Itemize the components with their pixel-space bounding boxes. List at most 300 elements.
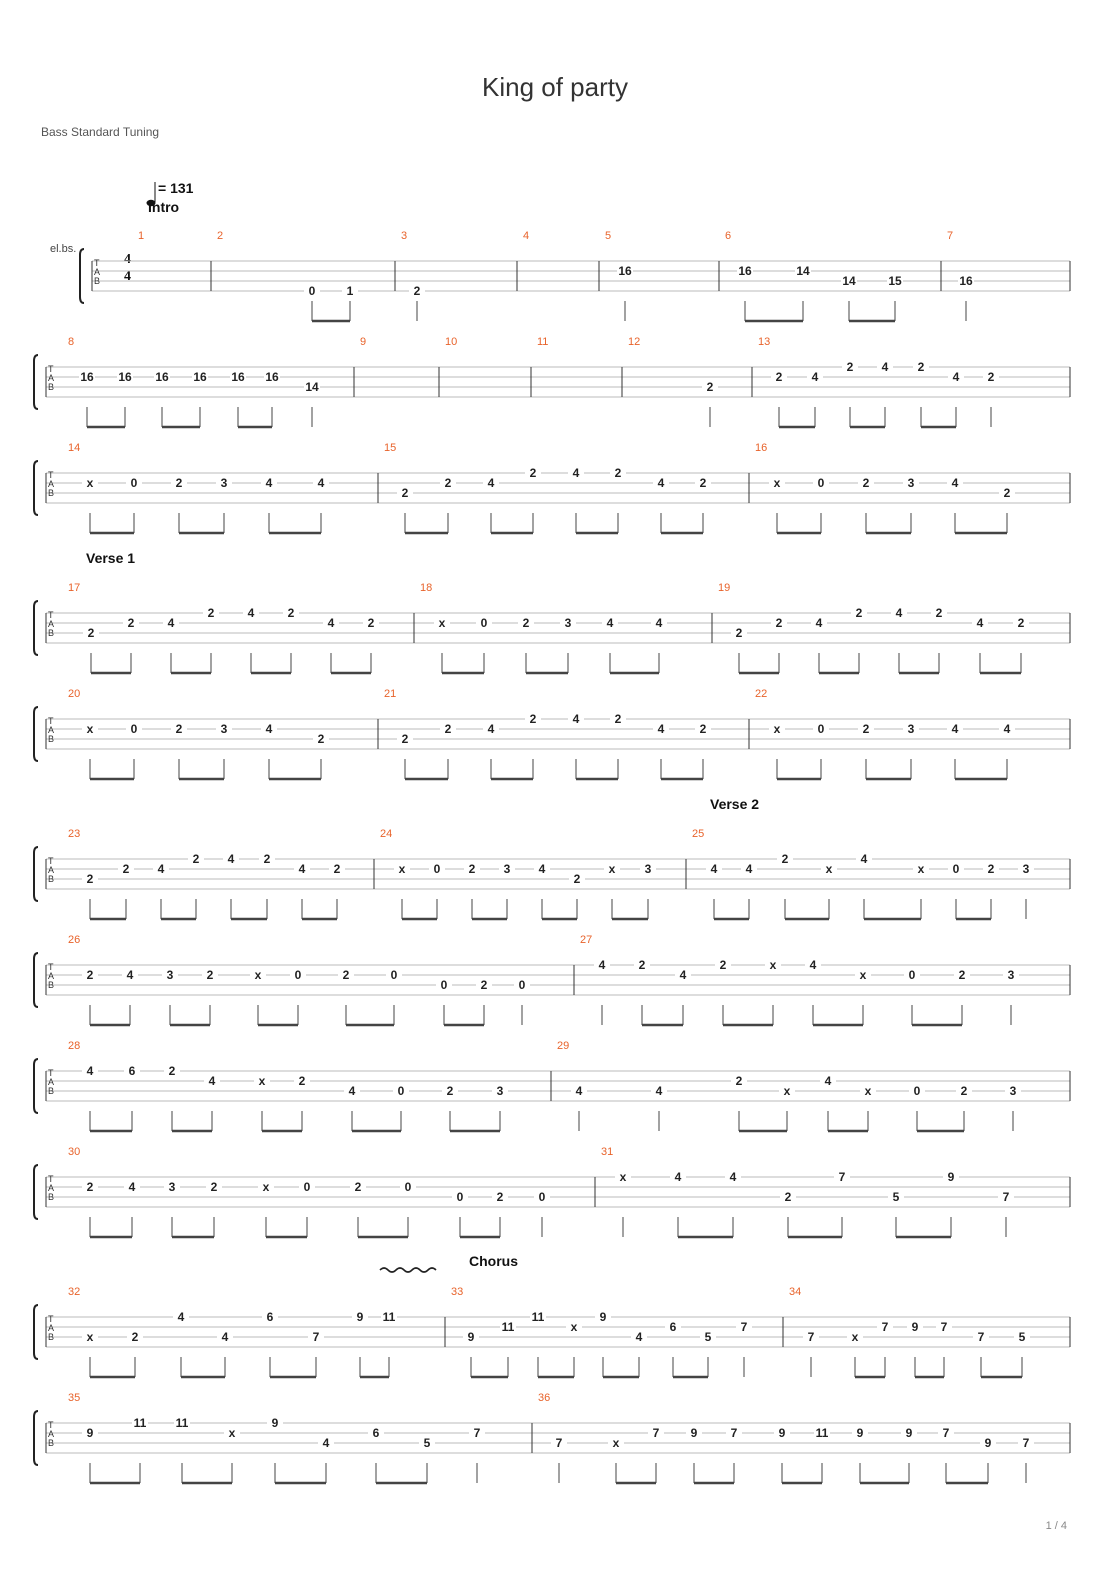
measure-number: 7 xyxy=(947,230,954,242)
fret-number: x xyxy=(438,616,446,630)
fret-number: 16 xyxy=(618,264,632,278)
fret-number: 4 xyxy=(679,968,687,982)
fret-number: 2 xyxy=(781,852,789,866)
fret-number: 4 xyxy=(227,852,235,866)
fret-number: 3 xyxy=(1009,1084,1017,1098)
tab-clef-letter: A xyxy=(48,1077,55,1087)
tab-clef-letter: A xyxy=(48,865,55,875)
system-bracket xyxy=(34,601,38,655)
tab-system xyxy=(34,1040,1070,1131)
fret-number: 2 xyxy=(317,732,325,746)
fret-number: 0 xyxy=(913,1084,921,1098)
tab-system xyxy=(34,1392,1070,1483)
fret-number: 0 xyxy=(480,616,488,630)
tab-clef-letter: T xyxy=(48,1314,54,1324)
fret-number: 16 xyxy=(959,274,973,288)
fret-number: 7 xyxy=(312,1330,320,1344)
tab-clef-letter: B xyxy=(48,488,55,498)
fret-number: 3 xyxy=(168,1180,176,1194)
fret-number: x xyxy=(773,722,781,736)
fret-number: 4 xyxy=(487,476,495,490)
system-bracket xyxy=(34,355,38,409)
measure-number: 8 xyxy=(68,336,75,348)
fret-number: 3 xyxy=(220,722,228,736)
fret-number: 4 xyxy=(976,616,984,630)
fret-number: 0 xyxy=(440,978,448,992)
fret-number: 4 xyxy=(860,852,868,866)
fret-number: 2 xyxy=(210,1180,218,1194)
measure-number: 34 xyxy=(789,1286,802,1298)
fret-number: 2 xyxy=(367,616,375,630)
tab-system xyxy=(34,1146,1070,1237)
system-bracket xyxy=(34,1305,38,1359)
tab-system xyxy=(80,230,1070,321)
section-label: Intro xyxy=(148,199,180,215)
fret-number: 4 xyxy=(1003,722,1011,736)
fret-number: 0 xyxy=(518,978,526,992)
fret-number: 2 xyxy=(87,626,95,640)
fret-number: 2 xyxy=(444,722,452,736)
fret-number: 0 xyxy=(130,476,138,490)
tab-clef-letter: B xyxy=(48,1332,55,1342)
fret-number: 2 xyxy=(699,722,707,736)
fret-number: 4 xyxy=(895,606,903,620)
fret-number: x xyxy=(228,1426,236,1440)
fret-number: 7 xyxy=(838,1170,846,1184)
measure-number: 10 xyxy=(445,336,458,348)
measure-number: 19 xyxy=(718,582,731,594)
measure-number: 32 xyxy=(68,1286,81,1298)
fret-number: 9 xyxy=(947,1170,955,1184)
tab-system xyxy=(34,582,1070,673)
fret-number: 2 xyxy=(207,606,215,620)
fret-number: 16 xyxy=(118,370,132,384)
tab-clef-letter: A xyxy=(48,479,55,489)
tab-clef-letter: B xyxy=(48,1192,55,1202)
fret-number: 2 xyxy=(175,722,183,736)
fret-number: x xyxy=(612,1436,620,1450)
fret-number: 2 xyxy=(263,852,271,866)
fret-number: 4 xyxy=(298,862,306,876)
system-bracket xyxy=(34,1059,38,1113)
measure-number: 12 xyxy=(628,336,641,348)
fret-number: 2 xyxy=(958,968,966,982)
vibrato-icon xyxy=(380,1268,436,1272)
fret-number: 3 xyxy=(564,616,572,630)
fret-number: 4 xyxy=(606,616,614,630)
measure-number: 35 xyxy=(68,1392,81,1404)
fret-number: 7 xyxy=(977,1330,985,1344)
fret-number: 2 xyxy=(342,968,350,982)
fret-number: 7 xyxy=(1002,1190,1010,1204)
fret-number: x xyxy=(262,1180,270,1194)
system-bracket xyxy=(34,707,38,761)
fret-number: 2 xyxy=(287,606,295,620)
fret-number: 4 xyxy=(815,616,823,630)
measure-number: 1 xyxy=(138,230,145,242)
fret-number: 0 xyxy=(404,1180,412,1194)
fret-number: 4 xyxy=(265,476,273,490)
fret-number: 2 xyxy=(573,872,581,886)
fret-number: 2 xyxy=(719,958,727,972)
fret-number: x xyxy=(258,1074,266,1088)
measure-number: 15 xyxy=(384,442,397,454)
measure-number: 28 xyxy=(68,1040,81,1052)
fret-number: x xyxy=(86,722,94,736)
fret-number: 9 xyxy=(86,1426,94,1440)
fret-number: 4 xyxy=(327,616,335,630)
page-number: 1 / 4 xyxy=(1045,1520,1067,1532)
measure-number: 25 xyxy=(692,828,705,840)
tab-clef-letter: A xyxy=(48,971,55,981)
fret-number: x xyxy=(608,862,616,876)
system-bracket xyxy=(80,249,84,303)
fret-number: 15 xyxy=(888,274,902,288)
fret-number: 2 xyxy=(413,284,421,298)
fret-number: 16 xyxy=(231,370,245,384)
fret-number: 6 xyxy=(372,1426,380,1440)
fret-number: 4 xyxy=(348,1084,356,1098)
time-signature-top: 4 xyxy=(124,252,131,267)
fret-number: 2 xyxy=(614,712,622,726)
fret-number: x xyxy=(851,1330,859,1344)
fret-number: 4 xyxy=(635,1330,643,1344)
fret-number: 2 xyxy=(131,1330,139,1344)
fret-number: 7 xyxy=(730,1426,738,1440)
measure-number: 24 xyxy=(380,828,393,840)
tab-clef-letter: B xyxy=(48,1438,55,1448)
tab-clef-letter: T xyxy=(94,258,100,268)
measure-number: 29 xyxy=(557,1040,570,1052)
tab-clef-letter: B xyxy=(48,1086,55,1096)
fret-number: x xyxy=(86,476,94,490)
fret-number: 2 xyxy=(855,606,863,620)
measure-number: 18 xyxy=(420,582,433,594)
fret-number: 2 xyxy=(735,626,743,640)
time-signature-bottom: 4 xyxy=(124,269,131,284)
fret-number: 4 xyxy=(881,360,889,374)
fret-number: 3 xyxy=(496,1084,504,1098)
fret-number: 7 xyxy=(473,1426,481,1440)
fret-number: 4 xyxy=(811,370,819,384)
fret-number: 5 xyxy=(704,1330,712,1344)
fret-number: 4 xyxy=(221,1330,229,1344)
fret-number: 4 xyxy=(598,958,606,972)
fret-number: x xyxy=(619,1170,627,1184)
fret-number: 0 xyxy=(538,1190,546,1204)
fret-number: 0 xyxy=(390,968,398,982)
fret-number: 14 xyxy=(305,380,319,394)
fret-number: 16 xyxy=(155,370,169,384)
tab-clef-letter: B xyxy=(48,382,55,392)
measure-number: 9 xyxy=(360,336,367,348)
fret-number: x xyxy=(917,862,925,876)
fret-number: x xyxy=(769,958,777,972)
measure-number: 3 xyxy=(401,230,408,242)
fret-number: 2 xyxy=(333,862,341,876)
fret-number: 2 xyxy=(206,968,214,982)
fret-number: 0 xyxy=(308,284,316,298)
tab-clef-letter: A xyxy=(48,725,55,735)
tab-clef-letter: B xyxy=(48,980,55,990)
tab-system xyxy=(34,442,1070,533)
fret-number: 6 xyxy=(266,1310,274,1324)
fret-number: 0 xyxy=(294,968,302,982)
fret-number: 2 xyxy=(175,476,183,490)
measure-number: 11 xyxy=(537,336,549,348)
system-bracket xyxy=(34,1165,38,1219)
fret-number: 3 xyxy=(220,476,228,490)
fret-number: 14 xyxy=(796,264,810,278)
fret-number: 4 xyxy=(745,862,753,876)
fret-number: x xyxy=(864,1084,872,1098)
fret-number: 0 xyxy=(456,1190,464,1204)
tab-clef-letter: B xyxy=(48,874,55,884)
fret-number: 1 xyxy=(346,284,354,298)
tab-clef-letter: B xyxy=(94,276,101,286)
measure-number: 5 xyxy=(605,230,612,242)
fret-number: 3 xyxy=(503,862,511,876)
fret-number: 4 xyxy=(128,1180,136,1194)
measure-number: 22 xyxy=(755,688,768,700)
fret-number: 7 xyxy=(807,1330,815,1344)
fret-number: 3 xyxy=(166,968,174,982)
fret-number: 4 xyxy=(952,370,960,384)
fret-number: x xyxy=(254,968,262,982)
system-bracket xyxy=(34,953,38,1007)
fret-number: 3 xyxy=(644,862,652,876)
fret-number: 9 xyxy=(271,1416,279,1430)
tempo-marking: = 131 xyxy=(158,180,194,196)
fret-number: 2 xyxy=(446,1084,454,1098)
fret-number: 2 xyxy=(699,476,707,490)
fret-number: 2 xyxy=(298,1074,306,1088)
fret-number: 2 xyxy=(1003,486,1011,500)
fret-number: 7 xyxy=(1022,1436,1030,1450)
tab-system xyxy=(34,1286,1070,1377)
fret-number: 7 xyxy=(881,1320,889,1334)
fret-number: 4 xyxy=(824,1074,832,1088)
measure-number: 26 xyxy=(68,934,81,946)
tab-clef-letter: B xyxy=(48,734,55,744)
fret-number: 9 xyxy=(905,1426,913,1440)
fret-number: 9 xyxy=(778,1426,786,1440)
measure-number: 6 xyxy=(725,230,732,242)
tab-clef-letter: T xyxy=(48,1068,54,1078)
fret-number: 4 xyxy=(487,722,495,736)
fret-number: 2 xyxy=(496,1190,504,1204)
tab-clef-letter: A xyxy=(94,267,101,277)
fret-number: 2 xyxy=(775,616,783,630)
fret-number: 2 xyxy=(529,712,537,726)
fret-number: 4 xyxy=(572,466,580,480)
fret-number: 9 xyxy=(467,1330,475,1344)
fret-number: 4 xyxy=(657,722,665,736)
fret-number: 4 xyxy=(86,1064,94,1078)
tab-system xyxy=(34,934,1070,1025)
fret-number: 4 xyxy=(575,1084,583,1098)
fret-number: x xyxy=(570,1320,578,1334)
fret-number: 4 xyxy=(951,722,959,736)
fret-number: 11 xyxy=(815,1426,829,1440)
fret-number: 2 xyxy=(122,862,130,876)
tab-clef-letter: T xyxy=(48,610,54,620)
fret-number: 16 xyxy=(738,264,752,278)
tab-clef-letter: T xyxy=(48,470,54,480)
fret-number: 7 xyxy=(652,1426,660,1440)
fret-number: 4 xyxy=(657,476,665,490)
system-bracket xyxy=(34,847,38,901)
fret-number: 2 xyxy=(775,370,783,384)
fret-number: 4 xyxy=(157,862,165,876)
fret-number: 4 xyxy=(655,1084,663,1098)
fret-number: 2 xyxy=(522,616,530,630)
fret-number: 7 xyxy=(942,1426,950,1440)
fret-number: 4 xyxy=(710,862,718,876)
fret-number: 2 xyxy=(401,732,409,746)
measure-number: 16 xyxy=(755,442,768,454)
measure-number: 21 xyxy=(384,688,397,700)
fret-number: 5 xyxy=(1018,1330,1026,1344)
fret-number: 2 xyxy=(127,616,135,630)
fret-number: 4 xyxy=(674,1170,682,1184)
tab-clef-letter: A xyxy=(48,373,55,383)
fret-number: 16 xyxy=(265,370,279,384)
tab-clef-letter: A xyxy=(48,619,55,629)
fret-number: 4 xyxy=(322,1436,330,1450)
fret-number: 4 xyxy=(729,1170,737,1184)
tab-clef-letter: T xyxy=(48,962,54,972)
fret-number: 2 xyxy=(401,486,409,500)
system-bracket xyxy=(34,461,38,515)
fret-number: 0 xyxy=(433,862,441,876)
fret-number: 11 xyxy=(531,1310,545,1324)
fret-number: 2 xyxy=(987,370,995,384)
measure-number: 23 xyxy=(68,828,81,840)
fret-number: 2 xyxy=(862,722,870,736)
fret-number: 2 xyxy=(480,978,488,992)
fret-number: 4 xyxy=(951,476,959,490)
measure-number: 13 xyxy=(758,336,771,348)
fret-number: 6 xyxy=(669,1320,677,1334)
tab-clef-letter: T xyxy=(48,716,54,726)
tab-system xyxy=(34,336,1070,427)
fret-number: 4 xyxy=(572,712,580,726)
measure-number: 17 xyxy=(68,582,81,594)
fret-number: 7 xyxy=(940,1320,948,1334)
fret-number: 4 xyxy=(167,616,175,630)
measure-number: 33 xyxy=(451,1286,464,1298)
fret-number: 2 xyxy=(784,1190,792,1204)
fret-number: 3 xyxy=(1022,862,1030,876)
measure-number: 30 xyxy=(68,1146,81,1158)
fret-number: 7 xyxy=(740,1320,748,1334)
fret-number: 16 xyxy=(80,370,94,384)
fret-number: 9 xyxy=(690,1426,698,1440)
fret-number: 4 xyxy=(809,958,817,972)
fret-number: 9 xyxy=(599,1310,607,1324)
fret-number: 2 xyxy=(1017,616,1025,630)
tab-system xyxy=(34,828,1070,919)
tab-clef-letter: A xyxy=(48,1323,55,1333)
fret-number: 0 xyxy=(817,476,825,490)
fret-number: 9 xyxy=(984,1436,992,1450)
tuning-label: Bass Standard Tuning xyxy=(41,125,160,139)
measure-number: 20 xyxy=(68,688,81,700)
fret-number: x xyxy=(773,476,781,490)
fret-number: 2 xyxy=(706,380,714,394)
measure-number: 36 xyxy=(538,1392,551,1404)
fret-number: 2 xyxy=(354,1180,362,1194)
fret-number: 9 xyxy=(911,1320,919,1334)
fret-number: 2 xyxy=(846,360,854,374)
fret-number: 9 xyxy=(356,1310,364,1324)
fret-number: 2 xyxy=(86,872,94,886)
fret-number: 14 xyxy=(842,274,856,288)
fret-number: 0 xyxy=(303,1180,311,1194)
fret-number: 5 xyxy=(423,1436,431,1450)
fret-number: x xyxy=(859,968,867,982)
tab-clef-letter: T xyxy=(48,364,54,374)
fret-number: 4 xyxy=(317,476,325,490)
fret-number: 4 xyxy=(177,1310,185,1324)
fret-number: 2 xyxy=(735,1074,743,1088)
fret-number: 0 xyxy=(397,1084,405,1098)
tab-clef-letter: T xyxy=(48,1174,54,1184)
tab-clef-letter: B xyxy=(48,628,55,638)
measure-number: 27 xyxy=(580,934,593,946)
fret-number: 4 xyxy=(208,1074,216,1088)
fret-number: x xyxy=(86,1330,94,1344)
fret-number: 2 xyxy=(86,1180,94,1194)
fret-number: 9 xyxy=(856,1426,864,1440)
fret-number: 11 xyxy=(133,1416,147,1430)
tab-system xyxy=(34,688,1070,779)
tab-clef-letter: T xyxy=(48,1420,54,1430)
fret-number: 11 xyxy=(382,1310,396,1324)
fret-number: 2 xyxy=(638,958,646,972)
fret-number: 4 xyxy=(655,616,663,630)
measure-number: 14 xyxy=(68,442,81,454)
fret-number: x xyxy=(398,862,406,876)
fret-number: x xyxy=(825,862,833,876)
fret-number: 2 xyxy=(529,466,537,480)
fret-number: 2 xyxy=(987,862,995,876)
fret-number: 7 xyxy=(555,1436,563,1450)
fret-number: 2 xyxy=(917,360,925,374)
fret-number: 4 xyxy=(126,968,134,982)
section-label: Verse 1 xyxy=(86,550,136,566)
measure-number: 4 xyxy=(523,230,530,242)
fret-number: 6 xyxy=(128,1064,136,1078)
tab-clef-letter: A xyxy=(48,1183,55,1193)
fret-number: 3 xyxy=(1007,968,1015,982)
song-title: King of party xyxy=(482,72,628,102)
fret-number: 0 xyxy=(952,862,960,876)
fret-number: 11 xyxy=(501,1320,515,1334)
fret-number: 16 xyxy=(193,370,207,384)
fret-number: x xyxy=(783,1084,791,1098)
fret-number: 2 xyxy=(192,852,200,866)
fret-number: 2 xyxy=(862,476,870,490)
section-label: Verse 2 xyxy=(710,796,760,812)
fret-number: 0 xyxy=(908,968,916,982)
system-bracket xyxy=(34,1411,38,1465)
fret-number: 4 xyxy=(265,722,273,736)
fret-number: 2 xyxy=(86,968,94,982)
fret-number: 4 xyxy=(538,862,546,876)
fret-number: 2 xyxy=(935,606,943,620)
